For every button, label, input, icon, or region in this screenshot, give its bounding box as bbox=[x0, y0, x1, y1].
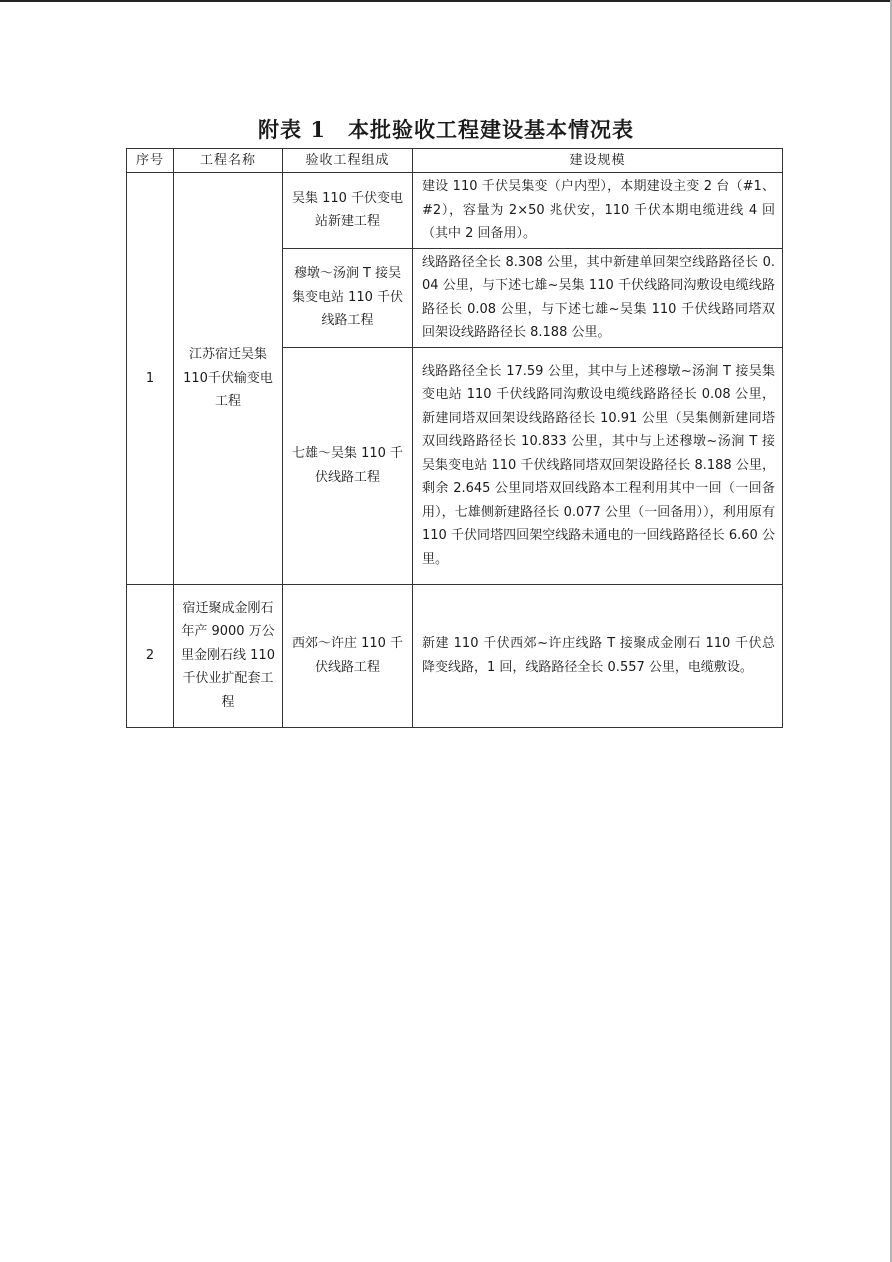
table-row bbox=[127, 173, 783, 249]
table-row bbox=[127, 584, 783, 727]
component-scale: 新建 110 千伏西郊~许庄线路 T 接聚成金刚石 110 千伏总降变线路，1 回，线路路径全长 0.557 公里，电缆敷设。 bbox=[413, 584, 783, 727]
page-top-border bbox=[0, 0, 892, 2]
document-title: 附表 1 本批验收工程建设基本情况表 bbox=[258, 117, 634, 142]
project-info-table bbox=[126, 148, 783, 728]
component-name: 七雄～吴集 110 千伏线路工程 bbox=[283, 347, 413, 584]
header-scale: 建设规模 bbox=[413, 149, 783, 173]
header-project-name: 工程名称 bbox=[174, 149, 283, 173]
project-number: 1 bbox=[127, 173, 174, 585]
component-scale: 线路路径全长 8.308 公里，其中新建单回架空线路路径长 0.04 公里，与下述七雄~吴集 110 千伏线路同沟敷设电缆线路路径长 0.08 公里，与下述七雄~吴集 110 千伏线路同塔双回架设线路路径长 8.188 公里。 bbox=[413, 248, 783, 347]
component-scale: 线路路径全长 17.59 公里，其中与上述穆墩~汤涧 T 接吴集变电站 110 千伏线路同沟敷设电缆线路路径长 0.08 公里，新建同塔双回架设线路路径长 10.91 公里（吴集侧新建同塔双回线路路径长 10.833 公里，其中与上述穆墩~汤涧 T 接吴集变电站 110 千伏线路同塔双回架设路径长 8.188 公里，剩余 2.645 公里同塔双回线路本工程利用其中一回（一回备用），七雄侧新建路径长 0.077 公里（一回备用）），利用原有 110 千伏同塔四回架空线路未通电的一回线路路径长 6.60 公里。 bbox=[413, 347, 783, 584]
component-scale: 建设 110 千伏吴集变（户内型），本期建设主变 2 台（#1、#2），容量为 2×50 兆伏安，110 千伏本期电缆进线 4 回（其中 2 回备用）。 bbox=[413, 173, 783, 249]
component-name: 穆墩～汤涧 T 接吴集变电站 110 千伏线路工程 bbox=[283, 248, 413, 347]
header-component: 验收工程组成 bbox=[283, 149, 413, 173]
project-name: 宿迁聚成金刚石年产 9000 万公里金刚石线 110 千伏业扩配套工程 bbox=[174, 584, 283, 727]
header-no: 序号 bbox=[127, 149, 174, 173]
project-name: 江苏宿迁吴集110千伏输变电工程 bbox=[174, 173, 283, 585]
component-name: 西郊～许庄 110 千伏线路工程 bbox=[283, 584, 413, 727]
component-name: 吴集 110 千伏变电站新建工程 bbox=[283, 173, 413, 249]
table-header-row bbox=[127, 149, 783, 173]
project-number: 2 bbox=[127, 584, 174, 727]
